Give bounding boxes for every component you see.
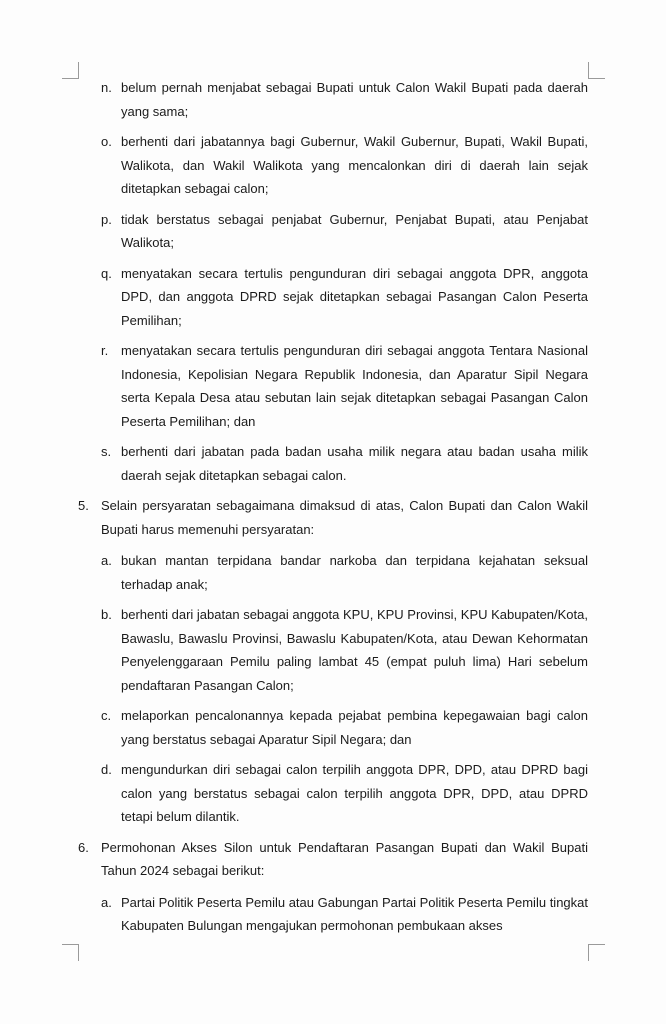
list-marker: q. — [101, 265, 112, 281]
list-item-text: bukan mantan terpidana bandar narkoba dan terpidana kejahatan seksual terhadap anak; — [121, 553, 588, 592]
list-marker: a. — [101, 894, 112, 910]
list-item-text: Partai Politik Peserta Pemilu atau Gabungan Partai Politik Peserta Pemilu tingkat Kabupaten Bulungan mengajukan permohonan pembukaan akses — [121, 894, 588, 933]
list-item-text: berhenti dari jabatan pada badan usaha milik negara atau badan usaha milik daerah sejak ditetapkan sebagai calon. — [121, 444, 588, 483]
list-marker: c. — [101, 708, 112, 723]
list-marker: b. — [101, 607, 112, 622]
section-5 — [78, 494, 588, 541]
document-body — [78, 76, 588, 945]
section-number: 6. — [78, 839, 89, 855]
list-item-s — [101, 440, 588, 487]
list-item-q — [101, 262, 588, 333]
section-5-item-a — [101, 549, 588, 596]
crop-mark-top-right — [588, 62, 605, 79]
section-6 — [78, 836, 588, 883]
list-item-text: berhenti dari jabatannya bagi Gubernur, Wakil Gubernur, Bupati, Wakil Bupati, Walikota, dan Wakil Walikota yang mencalonkan diri di daerah lain sejak ditetapkan sebagai calon; — [121, 134, 588, 196]
section-6-item-a — [101, 891, 588, 938]
list-marker: s. — [101, 444, 112, 459]
list-marker: d. — [101, 762, 112, 777]
list-item-r — [101, 339, 588, 433]
section-text: Permohonan Akses Silon untuk Pendaftaran Pasangan Bupati dan Wakil Bupati Tahun 2024 sebagai berikut: — [101, 839, 588, 878]
crop-mark-bottom-right — [588, 944, 605, 961]
list-item-text: menyatakan secara tertulis pengunduran diri sebagai anggota DPR, anggota DPD, dan anggota DPRD sejak ditetapkan sebagai Pasangan Calon Peserta Pemilihan; — [121, 265, 588, 328]
list-item-text: menyatakan secara tertulis pengunduran diri sebagai anggota Tentara Nasional Indonesia, Kepolisian Negara Republik Indonesia, dan Aparatur Sipil Negara serta Kepala Desa atau sebutan lain sejak ditetapkan sebagai Pasangan Calon Peserta Pemilihan; dan — [121, 343, 588, 429]
crop-mark-top-left — [62, 62, 79, 79]
list-marker: p. — [101, 211, 112, 227]
list-marker: o. — [101, 134, 112, 149]
section-number: 5. — [78, 498, 89, 513]
list-item-n — [101, 76, 588, 123]
section-5-item-b — [101, 603, 588, 697]
crop-mark-bottom-left — [62, 944, 79, 961]
list-marker: n. — [101, 80, 112, 95]
section-text: Selain persyaratan sebagaimana dimaksud di atas, Calon Bupati dan Calon Wakil Bupati harus memenuhi persyaratan: — [101, 498, 588, 537]
list-marker: r. — [101, 343, 109, 358]
section-5-item-d — [101, 758, 588, 829]
list-item-text: mengundurkan diri sebagai calon terpilih anggota DPR, DPD, atau DPRD bagi calon yang berstatus sebagai calon terpilih anggota DPR, DPD, atau DPRD tetapi belum dilantik. — [121, 762, 588, 824]
list-item-o — [101, 130, 588, 201]
section-5-item-c — [101, 704, 588, 751]
list-item-text: berhenti dari jabatan sebagai anggota KPU, KPU Provinsi, KPU Kabupaten/Kota, Bawaslu, Bawaslu Provinsi, Bawaslu Kabupaten/Kota, atau Dewan Kehormatan Penyelenggaraan Pemilu paling lambat 45 (empat puluh lima) Hari sebelum pendaftaran Pasangan Calon; — [121, 607, 588, 693]
list-item-text: tidak berstatus sebagai penjabat Gubernur, Penjabat Bupati, atau Penjabat Walikota; — [121, 211, 588, 250]
list-item-p — [101, 208, 588, 255]
list-item-text: belum pernah menjabat sebagai Bupati untuk Calon Wakil Bupati pada daerah yang sama; — [121, 80, 588, 119]
list-marker: a. — [101, 553, 112, 568]
list-item-text: melaporkan pencalonannya kepada pejabat pembina kepegawaian bagi calon yang berstatus sebagai Aparatur Sipil Negara; dan — [121, 708, 588, 747]
